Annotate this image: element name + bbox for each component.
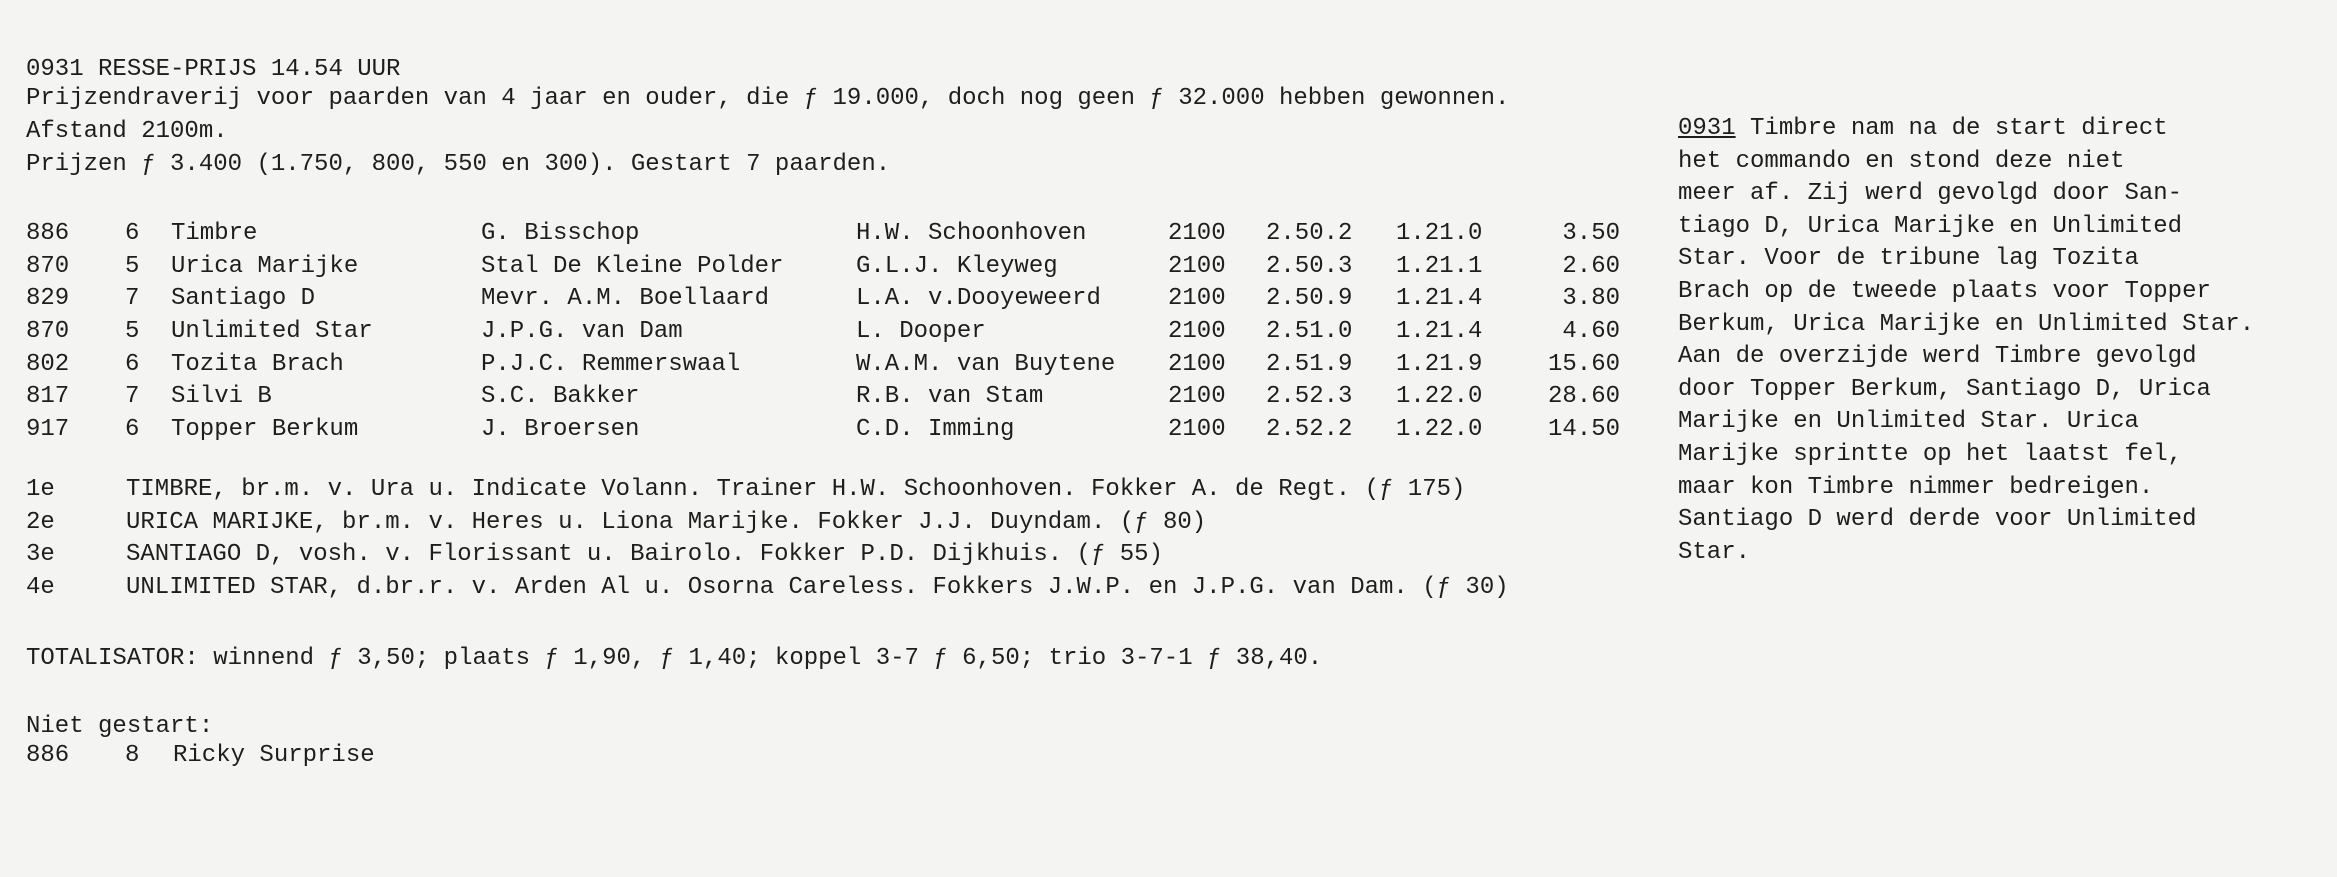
result-trainer: L. Dooper	[856, 318, 986, 346]
placing-rank: 1e	[26, 476, 55, 503]
race-title: 0931 RESSE-PRIJS 14.54 UUR	[26, 56, 401, 83]
race-conditions: Prijzendraverij voor paarden van 4 jaar en ouder, die ƒ 19.000, doch nog geen ƒ 32.000 hebben gewonnen.	[26, 85, 1510, 112]
result-km-time: 1.21.0	[1396, 220, 1483, 247]
result-horse: Tozita Brach	[171, 350, 344, 378]
totalisator: TOTALISATOR: winnend ƒ 3,50; plaats ƒ 1,90, ƒ 1,40; koppel 3-7 ƒ 6,50; trio 3-7-1 ƒ 38,40.	[26, 645, 1323, 672]
result-number: 817	[26, 383, 70, 411]
placing-row	[26, 474, 1466, 507]
placing-rank: 4e	[26, 573, 55, 601]
commentary-line: door Topper Berkum, Santiago D, Urica	[1678, 375, 2211, 403]
not-started-horse: Ricky Surprise	[173, 742, 375, 769]
result-time: 2.50.2	[1266, 220, 1353, 247]
result-horse: Topper Berkum	[171, 416, 359, 444]
result-owner: P.J.C. Remmerswaal	[481, 350, 741, 378]
result-distance: 2100	[1168, 252, 1226, 280]
result-horse: Timbre	[171, 220, 258, 247]
race-distance: Afstand 2100m.	[26, 118, 228, 145]
not-started-row	[26, 742, 626, 774]
result-time: 2.52.2	[1266, 416, 1353, 444]
result-distance: 2100	[1168, 350, 1226, 378]
commentary-line: Marijke sprintte op het laatst fel,	[1678, 440, 2183, 468]
result-number: 870	[26, 318, 70, 346]
commentary-line: het commando en stond deze niet	[1678, 147, 2125, 175]
placing-details: URICA MARIJKE, br.m. v. Heres u. Liona Marijke. Fokker J.J. Duyndam. (ƒ 80)	[126, 508, 1207, 536]
result-distance: 2100	[1168, 383, 1226, 411]
result-owner: J.P.G. van Dam	[481, 318, 683, 346]
result-owner: J. Broersen	[481, 416, 640, 444]
result-owner: Mevr. A.M. Boellaard	[481, 285, 770, 313]
commentary-ref: 0931	[1678, 115, 1736, 142]
result-row	[26, 349, 1620, 382]
result-row	[26, 414, 1620, 447]
result-trainer: W.A.M. van Buytene	[856, 350, 1116, 378]
commentary-line: maar kon Timbre nimmer bedreigen.	[1678, 473, 2154, 501]
result-owner: Stal De Kleine Polder	[481, 252, 784, 280]
result-owner: G. Bisschop	[481, 220, 640, 247]
result-time: 2.52.3	[1266, 383, 1353, 411]
result-km-time: 1.21.4	[1396, 285, 1483, 313]
commentary-line: Brach op de tweede plaats voor Topper	[1678, 277, 2211, 305]
result-row	[26, 316, 1620, 349]
placing-details: SANTIAGO D, vosh. v. Florissant u. Bairolo. Fokker P.D. Dijkhuis. (ƒ 55)	[126, 541, 1163, 568]
commentary-line: Timbre nam na de start direct	[1735, 115, 2168, 142]
result-odds: 4.60	[1562, 318, 1620, 346]
result-age: 7	[125, 285, 140, 313]
result-km-time: 1.21.1	[1396, 252, 1483, 280]
result-horse: Santiago D	[171, 285, 316, 313]
result-age: 7	[125, 383, 140, 411]
placing-rank: 2e	[26, 508, 55, 536]
result-number: 886	[26, 220, 70, 247]
result-km-time: 1.22.0	[1396, 383, 1483, 411]
result-distance: 2100	[1168, 416, 1226, 444]
result-distance: 2100	[1168, 285, 1226, 313]
result-odds: 2.60	[1562, 252, 1620, 280]
result-odds: 28.60	[1547, 383, 1620, 411]
result-owner: S.C. Bakker	[481, 383, 640, 411]
result-row	[26, 283, 1620, 316]
result-age: 6	[125, 350, 140, 378]
not-started-heading: Niet gestart:	[26, 713, 214, 740]
result-odds: 14.50	[1547, 416, 1620, 444]
result-time: 2.51.0	[1266, 318, 1353, 346]
result-odds: 3.80	[1562, 285, 1620, 313]
placing-details: TIMBRE, br.m. v. Ura u. Indicate Volann. Trainer H.W. Schoonhoven. Fokker A. de Regt. (ƒ 175)	[126, 476, 1466, 503]
result-number: 802	[26, 350, 70, 378]
result-horse: Unlimited Star	[171, 318, 373, 346]
result-time: 2.50.3	[1266, 252, 1353, 280]
placing-details: UNLIMITED STAR, d.br.r. v. Arden Al u. Osorna Careless. Fokkers J.W.P. en J.P.G. van Dam. (ƒ 30)	[126, 573, 1509, 601]
result-number: 870	[26, 252, 70, 280]
placing-row	[26, 507, 1207, 540]
result-row	[26, 218, 1620, 251]
commentary-line: Star. Voor de tribune lag Tozita	[1678, 245, 2139, 273]
result-time: 2.50.9	[1266, 285, 1353, 313]
commentary-line: tiago D, Urica Marijke en Unlimited	[1678, 212, 2183, 240]
result-age: 5	[125, 318, 140, 346]
placings-list	[26, 474, 1509, 604]
result-km-time: 1.22.0	[1396, 416, 1483, 444]
not-started-age: 8	[125, 742, 140, 769]
result-trainer: H.W. Schoonhoven	[856, 220, 1087, 247]
result-km-time: 1.21.4	[1396, 318, 1483, 346]
result-distance: 2100	[1168, 220, 1226, 247]
result-distance: 2100	[1168, 318, 1226, 346]
result-age: 6	[125, 416, 140, 444]
placing-row	[26, 539, 1163, 572]
result-number: 829	[26, 285, 70, 313]
result-horse: Silvi B	[171, 383, 272, 411]
commentary-line: Berkum, Urica Marijke en Unlimited Star.	[1678, 310, 2255, 338]
result-odds: 3.50	[1562, 220, 1620, 247]
result-age: 6	[125, 220, 140, 247]
result-trainer: G.L.J. Kleyweg	[856, 252, 1058, 280]
result-row	[26, 381, 1620, 414]
result-horse: Urica Marijke	[171, 252, 359, 280]
result-age: 5	[125, 252, 140, 280]
not-started-number: 886	[26, 742, 70, 769]
race-prizes: Prijzen ƒ 3.400 (1.750, 800, 550 en 300). Gestart 7 paarden.	[26, 151, 891, 178]
result-trainer: L.A. v.Dooyeweerd	[856, 285, 1101, 313]
placing-row	[26, 572, 1509, 605]
result-time: 2.51.9	[1266, 350, 1353, 378]
commentary-line: Marijke en Unlimited Star. Urica	[1678, 408, 2139, 436]
result-odds: 15.60	[1547, 350, 1620, 378]
commentary-line: Santiago D werd derde voor Unlimited	[1678, 506, 2197, 534]
race-commentary	[1678, 113, 2254, 569]
result-trainer: C.D. Imming	[856, 416, 1015, 444]
commentary-line: Aan de overzijde werd Timbre gevolgd	[1678, 343, 2197, 371]
result-km-time: 1.21.9	[1396, 350, 1483, 378]
result-row	[26, 251, 1620, 284]
result-trainer: R.B. van Stam	[856, 383, 1044, 411]
commentary-line: meer af. Zij werd gevolgd door San-	[1678, 180, 2183, 208]
results-table	[26, 218, 1620, 447]
result-number: 917	[26, 416, 70, 444]
placing-rank: 3e	[26, 541, 55, 568]
commentary-line: Star.	[1678, 538, 1751, 566]
